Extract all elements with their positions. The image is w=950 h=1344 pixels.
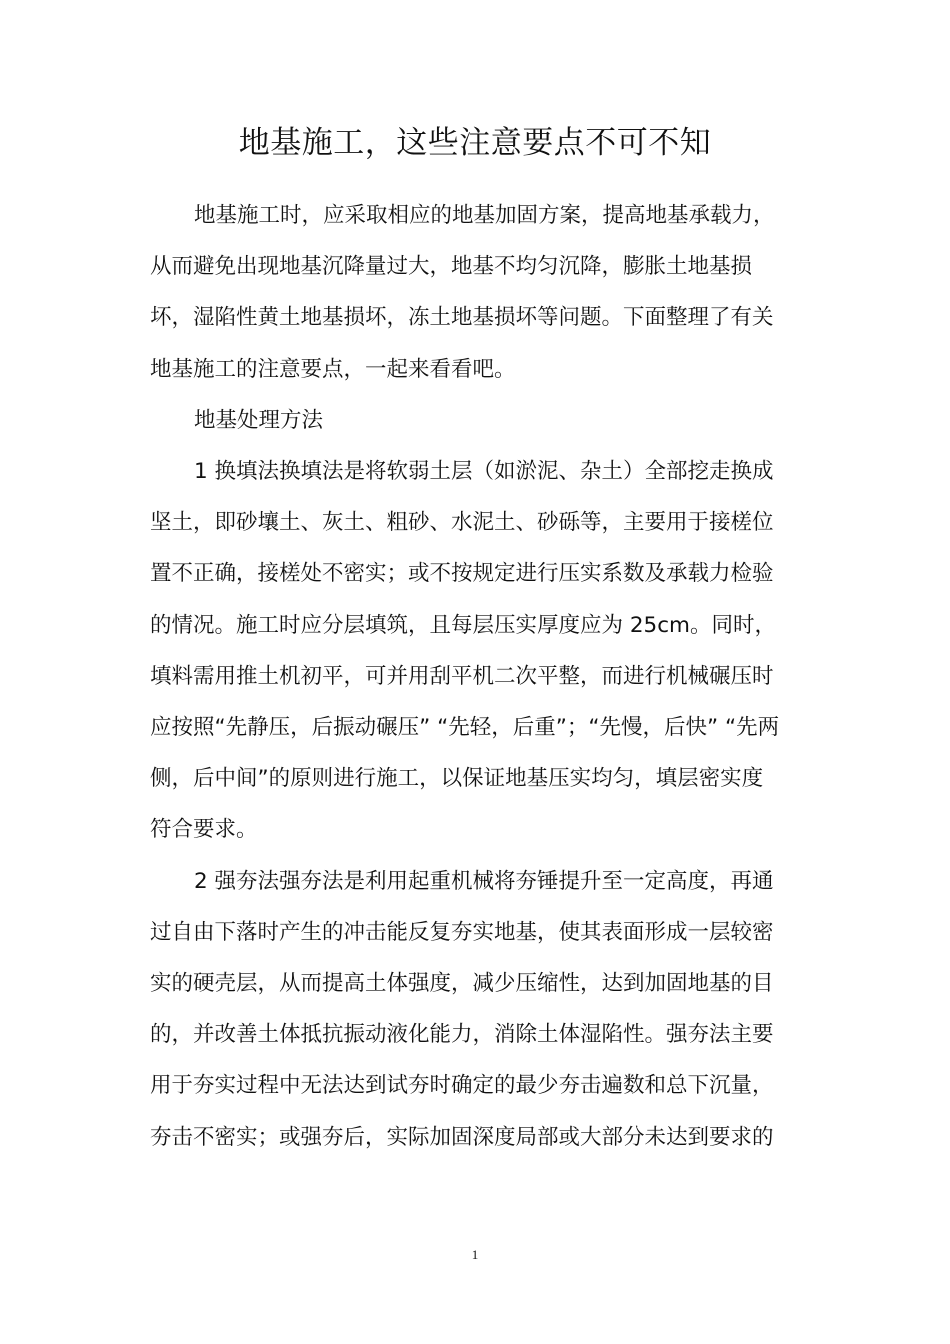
paragraph-section-heading: 地基处理方法 <box>194 407 324 433</box>
paragraph-dynamic-compaction: 2 强夯法强夯法是利用起重机械将夯锤提升至一定高度，再通 过自由下落时产生的冲击能反复夯实地基，使其表面形成一层较密 实的硬壳层，从而提高土体强度，减少压缩性，达到加固地基的目 的，并改善土体抵抗振动液化能力，消除土体湿陷性。强夯法主要 用于夯实过程中无法达到试夯时确定的最少夯击遍数和总下沉量， 夯击不密实；或强夯后，实际加固深度局部或大部分未达到要求的 <box>150 868 774 1150</box>
paragraph-intro: 地基施工时，应采取相应的地基加固方案，提高地基承载力， 从而避免出现地基沉降量过大，地基不均匀沉降，膨胀土地基损 坏，湿陷性黄土地基损坏，冻土地基损坏等问题。下面整理了有关 地基施工的注意要点，一起来看看吧。 <box>150 203 775 382</box>
document-title: 地基施工，这些注意要点不可不知 <box>238 125 712 161</box>
document-body <box>150 190 800 1163</box>
paragraph-replacement-method: 1 换填法换填法是将软弱土层（如淤泥、杂土）全部挖走换成 坚土，即砂壤土、灰土、粗砂、水泥土、砂砾等，主要用于接槎位 置不正确，接槎处不密实；或不按规定进行压实系数及承载力检验 的情况。施工时应分层填筑，且每层压实厚度应为 25cm。同时， 填料需用推土机初平，可并用刮平机二次平整，而进行机械碾压时 应按照“先静压，后振动碾压” “先轻，后重”；“先慢，后快” “先两 侧，后中间”的原则进行施工，以保证地基压实均匀，填层密实度 符合要求。 <box>150 459 780 843</box>
page-number: 1 <box>471 1247 479 1262</box>
